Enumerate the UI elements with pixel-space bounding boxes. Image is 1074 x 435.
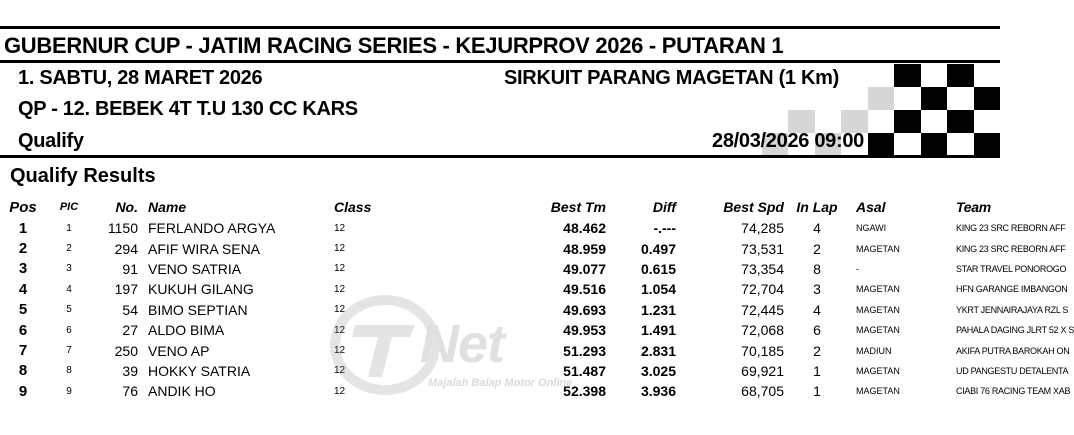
table-row xyxy=(0,259,1000,279)
col-asal: Asal xyxy=(856,199,886,215)
title-rule xyxy=(0,60,1000,63)
cell-class: 12 xyxy=(334,222,346,234)
cell-diff: 1.054 xyxy=(640,281,676,298)
table-row xyxy=(0,340,1000,360)
table-header-row xyxy=(0,196,1000,218)
cell-asal: MAGETAN xyxy=(856,284,900,295)
cell-pic: 5 xyxy=(66,304,72,316)
cell-in-lap: 1 xyxy=(813,362,821,379)
watermark-tagline: Majalah Balap Motor Online xyxy=(428,377,573,389)
table-row xyxy=(0,361,1000,381)
table-row xyxy=(0,300,1000,320)
cell-class: 12 xyxy=(334,304,346,316)
cell-pic: 3 xyxy=(66,263,72,275)
table-row xyxy=(0,218,1000,238)
cell-best-spd: 72,445 xyxy=(741,301,784,318)
cell-pos: 2 xyxy=(18,240,28,258)
cell-best-spd: 73,354 xyxy=(741,260,784,277)
cell-pos: 3 xyxy=(18,260,28,278)
cell-best-spd: 72,704 xyxy=(741,281,784,298)
cell-asal: NGAWI xyxy=(856,223,887,234)
cell-diff: 0.615 xyxy=(640,260,676,277)
cell-pic: 7 xyxy=(66,345,72,357)
cell-best-tm: 48.462 xyxy=(563,220,606,237)
cell-best-spd: 73,531 xyxy=(741,240,784,257)
cell-no: 27 xyxy=(122,322,138,339)
col-in-lap: In Lap xyxy=(796,199,838,215)
cell-pos: 1 xyxy=(18,219,28,237)
cell-in-lap: 6 xyxy=(813,322,821,339)
col-best-tm: Best Tm xyxy=(550,199,606,215)
cell-asal: MAGETAN xyxy=(856,325,900,336)
race-name: QP - 12. BEBEK 4T T.U 130 CC KARS xyxy=(18,98,358,120)
cell-name: ALDO BIMA xyxy=(148,322,225,339)
cell-pos: 9 xyxy=(18,382,28,400)
col-pic: PIC xyxy=(59,201,79,213)
cell-class: 12 xyxy=(334,263,346,275)
col-pos: Pos xyxy=(9,198,37,216)
cell-best-tm: 48.959 xyxy=(563,240,606,257)
cell-pos: 4 xyxy=(18,280,28,298)
header-rule xyxy=(0,155,1000,158)
cell-in-lap: 4 xyxy=(813,301,821,318)
cell-no: 1150 xyxy=(107,220,138,237)
cell-best-tm: 52.398 xyxy=(563,383,606,400)
cell-pic: 2 xyxy=(66,243,72,255)
cell-no: 91 xyxy=(122,260,138,277)
cell-best-spd: 72,068 xyxy=(741,322,784,339)
cell-best-spd: 68,705 xyxy=(741,383,784,400)
cell-name: FERLANDO ARGYA xyxy=(148,220,276,237)
cell-name: BIMO SEPTIAN xyxy=(148,301,248,318)
cell-pos: 6 xyxy=(18,321,28,339)
cell-class: 12 xyxy=(334,283,346,295)
cell-pic: 9 xyxy=(66,385,72,397)
cell-in-lap: 2 xyxy=(813,342,821,359)
col-team: Team xyxy=(956,199,991,215)
cell-diff: -.--- xyxy=(653,220,676,237)
cell-name: VENO SATRIA xyxy=(148,260,242,277)
cell-team: HFN GARANGE IMBANGON xyxy=(956,284,1068,295)
cell-diff: 1.231 xyxy=(640,301,676,318)
table-row xyxy=(0,320,1000,340)
table-row xyxy=(0,381,1000,401)
cell-class: 12 xyxy=(334,345,346,357)
cell-no: 76 xyxy=(122,383,138,400)
cell-pos: 5 xyxy=(18,301,28,319)
cell-in-lap: 8 xyxy=(813,260,821,277)
cell-diff: 3.936 xyxy=(640,383,676,400)
cell-name: KUKUH GILANG xyxy=(148,281,254,298)
col-class: Class xyxy=(334,199,372,215)
cell-in-lap: 2 xyxy=(813,240,821,257)
session-datetime: 28/03/2026 09:00 xyxy=(712,130,865,152)
cell-pic: 6 xyxy=(66,324,72,336)
event-day: 1. SABTU, 28 MARET 2026 xyxy=(18,67,263,89)
cell-no: 294 xyxy=(114,240,138,257)
col-no: No. xyxy=(115,199,138,215)
cell-class: 12 xyxy=(334,243,346,255)
cell-team: YKRT JENNAIRAJAYA RZL S xyxy=(956,304,1069,315)
top-rule xyxy=(0,26,1000,29)
results-table xyxy=(0,196,1074,402)
watermark-brand: Net xyxy=(420,314,505,374)
cell-no: 54 xyxy=(122,301,138,318)
cell-pic: 8 xyxy=(66,365,72,377)
cell-best-tm: 49.953 xyxy=(563,322,606,339)
col-name: Name xyxy=(148,199,187,215)
cell-name: ANDIK HO xyxy=(148,383,216,400)
cell-in-lap: 3 xyxy=(813,281,821,298)
cell-no: 39 xyxy=(122,362,138,379)
cell-diff: 1.491 xyxy=(640,322,676,339)
section-title: Qualify Results xyxy=(10,165,156,187)
cell-asal: MAGETAN xyxy=(856,243,900,254)
cell-best-tm: 49.693 xyxy=(563,301,606,318)
cell-team: UD PANGESTU DETALENTA xyxy=(956,365,1069,376)
col-best-spd: Best Spd xyxy=(723,199,784,215)
cell-pic: 4 xyxy=(66,283,72,295)
cell-asal: - xyxy=(856,263,859,274)
table-row xyxy=(0,238,1000,258)
cell-team: CIABI 76 RACING TEAM XAB xyxy=(956,386,1071,397)
cell-team: AKIFA PUTRA BAROKAH ON xyxy=(956,345,1070,356)
cell-pos: 7 xyxy=(18,342,28,360)
cell-name: VENO AP xyxy=(148,342,210,359)
cell-pos: 8 xyxy=(18,362,28,380)
event-circuit: SIRKUIT PARANG MAGETAN (1 Km) xyxy=(504,67,840,89)
cell-asal: MAGETAN xyxy=(856,304,900,315)
cell-name: HOKKY SATRIA xyxy=(148,362,251,379)
cell-asal: MAGETAN xyxy=(856,386,900,397)
cell-asal: MAGETAN xyxy=(856,365,900,376)
cell-diff: 0.497 xyxy=(640,240,676,257)
cell-best-spd: 74,285 xyxy=(741,220,784,237)
cell-diff: 3.025 xyxy=(640,362,676,379)
cell-team: PAHALA DAGING JLRT 52 X S xyxy=(956,325,1074,336)
cell-class: 12 xyxy=(334,385,346,397)
cell-asal: MADIUN xyxy=(856,345,892,356)
cell-best-tm: 49.077 xyxy=(563,260,606,277)
col-diff: Diff xyxy=(652,199,676,215)
cell-best-spd: 69,921 xyxy=(741,362,784,379)
cell-best-spd: 70,185 xyxy=(741,342,784,359)
cell-no: 250 xyxy=(114,342,138,359)
cell-team: KING 23 SRC REBORN AFF xyxy=(956,223,1066,234)
cell-best-tm: 51.293 xyxy=(563,342,606,359)
cell-team: KING 23 SRC REBORN AFF xyxy=(956,243,1066,254)
table-row xyxy=(0,279,1000,299)
cell-diff: 2.831 xyxy=(640,342,676,359)
cell-name: AFIF WIRA SENA xyxy=(148,240,261,257)
cell-pic: 1 xyxy=(66,222,72,234)
event-title: GUBERNUR CUP - JATIM RACING SERIES - KEJURPROV 2026 - PUTARAN 1 xyxy=(4,33,784,58)
cell-no: 197 xyxy=(114,281,138,298)
cell-in-lap: 1 xyxy=(813,383,821,400)
cell-best-tm: 51.487 xyxy=(563,362,606,379)
session-name: Qualify xyxy=(18,130,84,152)
cell-in-lap: 4 xyxy=(813,220,821,237)
cell-class: 12 xyxy=(334,324,346,336)
cell-team: STAR TRAVEL PONOROGO xyxy=(956,263,1067,274)
cell-best-tm: 49.516 xyxy=(563,281,606,298)
cell-class: 12 xyxy=(334,365,346,377)
